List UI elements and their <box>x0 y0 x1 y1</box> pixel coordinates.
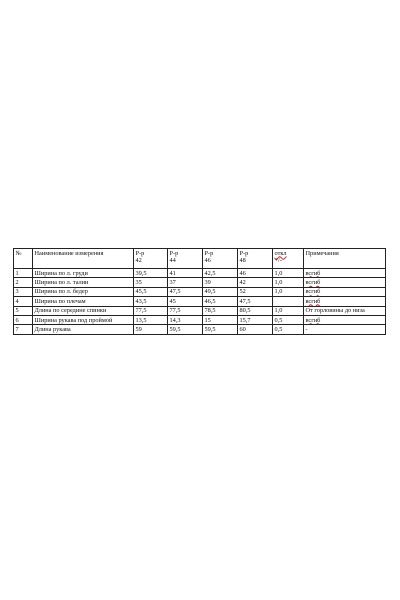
cell-tolerance: 1,0 <box>273 306 304 315</box>
cell-notes <box>304 306 386 315</box>
cell-size-44: 41 <box>168 269 203 278</box>
header-tolerance-sign: +/- <box>274 256 282 264</box>
cell-notes <box>304 325 386 334</box>
table-row <box>14 297 386 306</box>
header-tolerance <box>273 249 304 269</box>
cell-size-44: 37 <box>168 278 203 287</box>
header-size-48-value: 48 <box>239 256 246 264</box>
header-size-44-value: 44 <box>169 256 176 264</box>
note-text: всгиб <box>305 278 321 286</box>
cell-size-42: 13,5 <box>134 316 168 325</box>
header-measurement-name: Наименование измерения <box>33 249 134 269</box>
cell-size-46: 15 <box>203 316 238 325</box>
cell-size-46: 49,5 <box>203 287 238 296</box>
cell-size-46: 39 <box>203 278 238 287</box>
cell-size-42: 59 <box>134 325 168 334</box>
cell-size-44: 77,5 <box>168 306 203 315</box>
header-size-46-label: Р-р <box>204 249 214 257</box>
cell-size-42: 45,5 <box>134 287 168 296</box>
cell-tolerance: 1,0 <box>273 269 304 278</box>
cell-size-46: 78,5 <box>203 306 238 315</box>
cell-measurement-name: Ширина по л. груди <box>33 269 134 278</box>
note-text: - <box>305 325 308 333</box>
cell-tolerance: 0,5 <box>273 316 304 325</box>
measurement-table <box>13 248 386 335</box>
header-size-42-label: Р-р <box>135 249 145 257</box>
cell-size-44: 47,5 <box>168 287 203 296</box>
cell-size-48: 42 <box>238 278 273 287</box>
note-text: всгиб <box>305 269 321 277</box>
table-header-row <box>14 249 386 269</box>
header-size-44-label: Р-р <box>169 249 179 257</box>
cell-number: 2 <box>14 278 33 287</box>
table-row <box>14 287 386 296</box>
cell-size-46: 42,5 <box>203 269 238 278</box>
cell-size-42: 77,5 <box>134 306 168 315</box>
cell-size-42: 43,5 <box>134 297 168 306</box>
cell-size-44: 59,5 <box>168 325 203 334</box>
cell-size-46: 59,5 <box>203 325 238 334</box>
header-size-48-label: Р-р <box>239 249 249 257</box>
note-text: всгиб <box>305 288 321 296</box>
note-text: всгиб <box>305 316 321 324</box>
header-size-46-value: 46 <box>204 256 211 264</box>
cell-tolerance: 0,5 <box>273 325 304 334</box>
cell-notes <box>304 278 386 287</box>
cell-size-48: 80,5 <box>238 306 273 315</box>
note-text: От горловины до низа <box>305 307 365 315</box>
header-size-44 <box>168 249 203 269</box>
cell-number: 4 <box>14 297 33 306</box>
cell-size-42: 39,5 <box>134 269 168 278</box>
cell-notes <box>304 287 386 296</box>
table-row <box>14 325 386 334</box>
cell-number: 7 <box>14 325 33 334</box>
table-row <box>14 278 386 287</box>
cell-measurement-name: Длина рукава <box>33 325 134 334</box>
cell-size-42: 35 <box>134 278 168 287</box>
cell-tolerance: 1,0 <box>273 287 304 296</box>
cell-measurement-name: Ширина рукава под проймой <box>33 316 134 325</box>
cell-size-48: 47,5 <box>238 297 273 306</box>
cell-number: 6 <box>14 316 33 325</box>
header-notes: Примечания <box>304 249 386 269</box>
cell-size-44: 14,3 <box>168 316 203 325</box>
header-size-42-value: 42 <box>135 256 142 264</box>
cell-measurement-name: Ширина по л. талии <box>33 278 134 287</box>
cell-size-48: 46 <box>238 269 273 278</box>
cell-number: 5 <box>14 306 33 315</box>
table-row <box>14 269 386 278</box>
cell-notes <box>304 316 386 325</box>
cell-measurement-name: Длина по середине спинки <box>33 306 134 315</box>
cell-size-44: 45 <box>168 297 203 306</box>
header-size-48 <box>238 249 273 269</box>
cell-number: 3 <box>14 287 33 296</box>
cell-size-48: 52 <box>238 287 273 296</box>
header-size-46 <box>203 249 238 269</box>
cell-notes <box>304 297 386 306</box>
cell-notes <box>304 269 386 278</box>
cell-size-46: 46,5 <box>203 297 238 306</box>
header-tolerance-label: откл <box>274 249 287 257</box>
cell-size-48: 15,7 <box>238 316 273 325</box>
cell-tolerance <box>273 297 304 306</box>
cell-size-48: 60 <box>238 325 273 334</box>
note-text: всгиб <box>305 297 321 305</box>
header-number: № <box>14 249 33 269</box>
table-row <box>14 316 386 325</box>
cell-number: 1 <box>14 269 33 278</box>
cell-tolerance: 1,0 <box>273 278 304 287</box>
header-size-42 <box>134 249 168 269</box>
cell-measurement-name: Ширина по плечам <box>33 297 134 306</box>
table-row <box>14 306 386 315</box>
cell-measurement-name: Ширина по л. бедер <box>33 287 134 296</box>
